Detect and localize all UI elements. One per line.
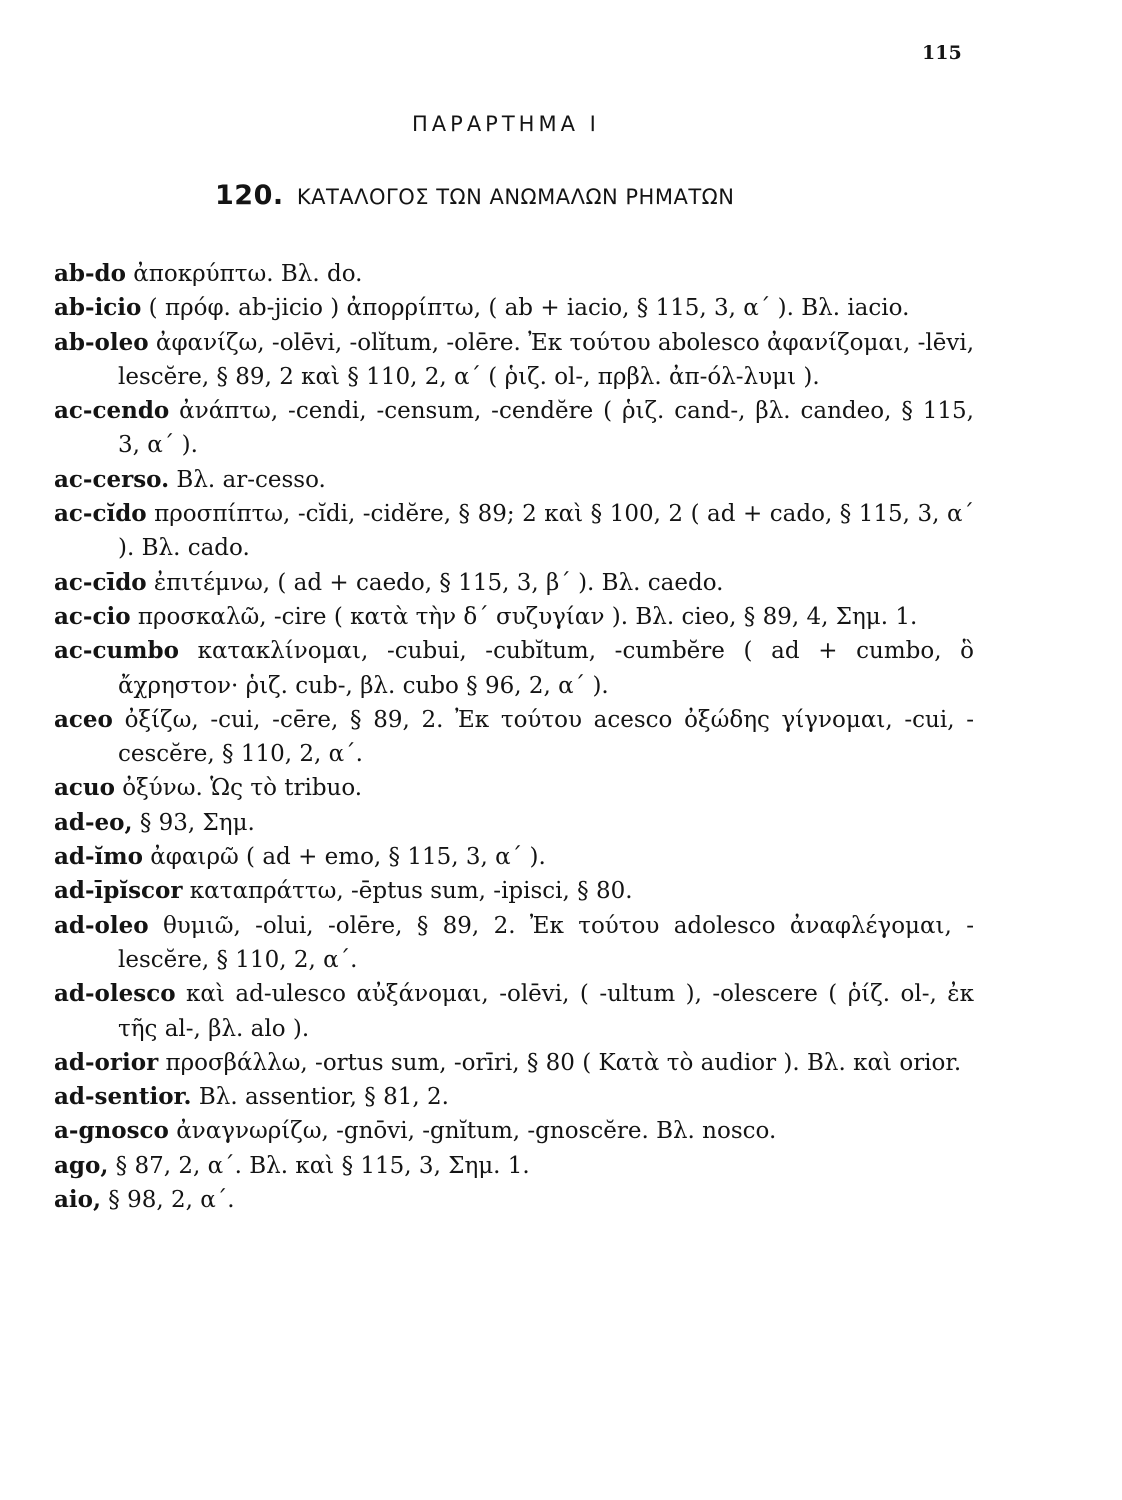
entry-text: ( πρόφ. ab-jicio ) ἀπορρίπτω, ( ab + iacio, § 115, 3, α΄ ). Βλ. iacio. bbox=[141, 295, 910, 322]
verb-entry bbox=[54, 291, 974, 325]
verb-entry bbox=[54, 326, 974, 395]
entry-text: καταπράττω, -ēptus sum, -ipisci, § 80. bbox=[182, 878, 633, 905]
verb-entry bbox=[54, 257, 974, 291]
entry-headword: ad-oleo bbox=[54, 911, 149, 939]
verb-entry bbox=[54, 1114, 974, 1148]
entry-headword: ac-cendo bbox=[54, 397, 170, 425]
verb-entry bbox=[54, 874, 974, 908]
entry-headword: ad-īpĭscor bbox=[54, 877, 183, 905]
entry-headword: ad-ĭmo bbox=[54, 843, 143, 871]
section-heading: ΚΑΤΑΛΟΓΟΣ ΤΩΝ ΑΝΩΜΑΛΩΝ ΡΗΜΑΤΩΝ bbox=[296, 185, 735, 209]
entry-headword: ab-icio bbox=[54, 294, 142, 322]
entry-headword: ab-oleo bbox=[54, 328, 149, 356]
entry-headword: ac-cerso. bbox=[54, 465, 170, 493]
verb-entry bbox=[54, 1183, 974, 1217]
entry-text: προσβάλλω, -ortus sum, -orīri, § 80 ( Κατὰ τὸ audior ). Βλ. καὶ orior. bbox=[158, 1049, 962, 1076]
entry-text: Βλ. assentior, § 81, 2. bbox=[191, 1084, 449, 1111]
entry-text: θυμιῶ, -olui, -olēre, § 89, 2. Ἐκ τούτου adolesco ἀναφλέγομαι, -lescĕre, § 110, 2, α΄. bbox=[118, 912, 974, 973]
entry-text: § 93, Σημ. bbox=[132, 809, 255, 836]
entry-text: κατακλίνομαι, -cubui, -cubĭtum, -cumbĕre ( ad + cumbo, ὃ ἄχρηστον· ῥιζ. cub-, βλ. cubo § 96, 2, α΄ ). bbox=[118, 638, 974, 699]
verb-entry bbox=[54, 840, 974, 874]
entry-headword: ad-orior bbox=[54, 1048, 159, 1076]
entry-headword: a-gnosco bbox=[54, 1117, 169, 1145]
verb-entry bbox=[54, 566, 974, 600]
appendix-title: ΠΑΡΑΡΤΗΜΑ Ι bbox=[412, 112, 600, 136]
entry-text: ἀφαιρῶ ( ad + emo, § 115, 3, α΄ ). bbox=[142, 844, 546, 871]
entry-headword: ac-cīdo bbox=[54, 568, 147, 596]
verb-entry bbox=[54, 600, 974, 634]
entry-headword: aceo bbox=[54, 705, 113, 733]
verb-entry bbox=[54, 806, 974, 840]
entry-text: ἀναγνωρίζω, -gnōvi, -gnĭtum, -gnoscĕre. Βλ. nosco. bbox=[168, 1118, 777, 1145]
entry-text: § 87, 2, α΄. Βλ. καὶ § 115, 3, Σημ. 1. bbox=[108, 1152, 530, 1179]
entry-headword: ac-cio bbox=[54, 602, 131, 630]
entry-text: Βλ. ar-cesso. bbox=[169, 466, 326, 493]
entry-headword: aio, bbox=[54, 1186, 101, 1214]
entry-headword: ad-sentior. bbox=[54, 1083, 192, 1111]
entry-text: ὀξύνω. Ὡς τὸ tribuo. bbox=[114, 775, 363, 802]
entry-text: καὶ ad-ulesco αὐξάνομαι, -olēvi, ( -ultum ), -olescere ( ῥίζ. ol-, ἐκ τῆς al-, βλ. alo ). bbox=[118, 981, 974, 1042]
entry-text: προσκαλῶ, -cire ( κατὰ τὴν δ΄ συζυγίαν ). Βλ. cieo, § 89, 4, Σημ. 1. bbox=[130, 603, 918, 630]
section-title bbox=[215, 180, 734, 211]
verb-entry bbox=[54, 463, 974, 497]
entry-headword: ad-olesco bbox=[54, 980, 176, 1008]
entry-text: ἀφανίζω, -olēvi, -olĭtum, -olēre. Ἐκ τούτου abolesco ἀφανίζομαι, -lēvi, lescĕre, § 89, 2 καὶ § 110, 2, α΄ ( ῥιζ. ol-, πρβλ. ἀπ-όλ-λυμι ). bbox=[118, 329, 974, 390]
verb-entry bbox=[54, 909, 974, 978]
entry-text: προσπίπτω, -cĭdi, -cidĕre, § 89; 2 καὶ § 100, 2 ( ad + cado, § 115, 3, α΄ ). Βλ. cado. bbox=[118, 501, 974, 562]
entry-headword: acuo bbox=[54, 774, 115, 802]
verb-entry bbox=[54, 1046, 974, 1080]
entry-headword: ab-do bbox=[54, 260, 126, 287]
entry-headword: ad-eo, bbox=[54, 808, 133, 836]
verb-entry bbox=[54, 771, 974, 805]
page-number: 115 bbox=[922, 42, 962, 64]
entry-text: ἀποκρύπτω. Βλ. do. bbox=[125, 261, 363, 287]
entry-headword: ac-cĭdo bbox=[54, 500, 147, 528]
entry-text: ἀνάπτω, -cendi, -censum, -cendĕre ( ῥιζ. cand-, βλ. candeo, § 115, 3, α΄ ). bbox=[118, 398, 974, 459]
section-number: 120. bbox=[215, 180, 284, 211]
entry-headword: ac-cumbo bbox=[54, 637, 179, 665]
verb-entry bbox=[54, 977, 974, 1046]
entry-headword: ago, bbox=[54, 1151, 109, 1179]
verb-entry bbox=[54, 394, 974, 463]
entry-text: § 98, 2, α΄. bbox=[101, 1187, 235, 1214]
verb-entry-list bbox=[54, 257, 974, 1217]
entry-text: ἐπιτέμνω, ( ad + caedo, § 115, 3, β΄ ). Βλ. caedo. bbox=[146, 569, 724, 596]
entry-text: ὀξίζω, -cui, -cēre, § 89, 2. Ἐκ τούτου acesco ὀξώδης γίγνομαι, -cui, -cescĕre, § 110, 2, α΄. bbox=[112, 706, 974, 768]
verb-entry bbox=[54, 1149, 974, 1183]
verb-entry bbox=[54, 1080, 974, 1114]
verb-entry bbox=[54, 634, 974, 703]
verb-entry bbox=[54, 497, 974, 566]
verb-entry bbox=[54, 703, 974, 772]
